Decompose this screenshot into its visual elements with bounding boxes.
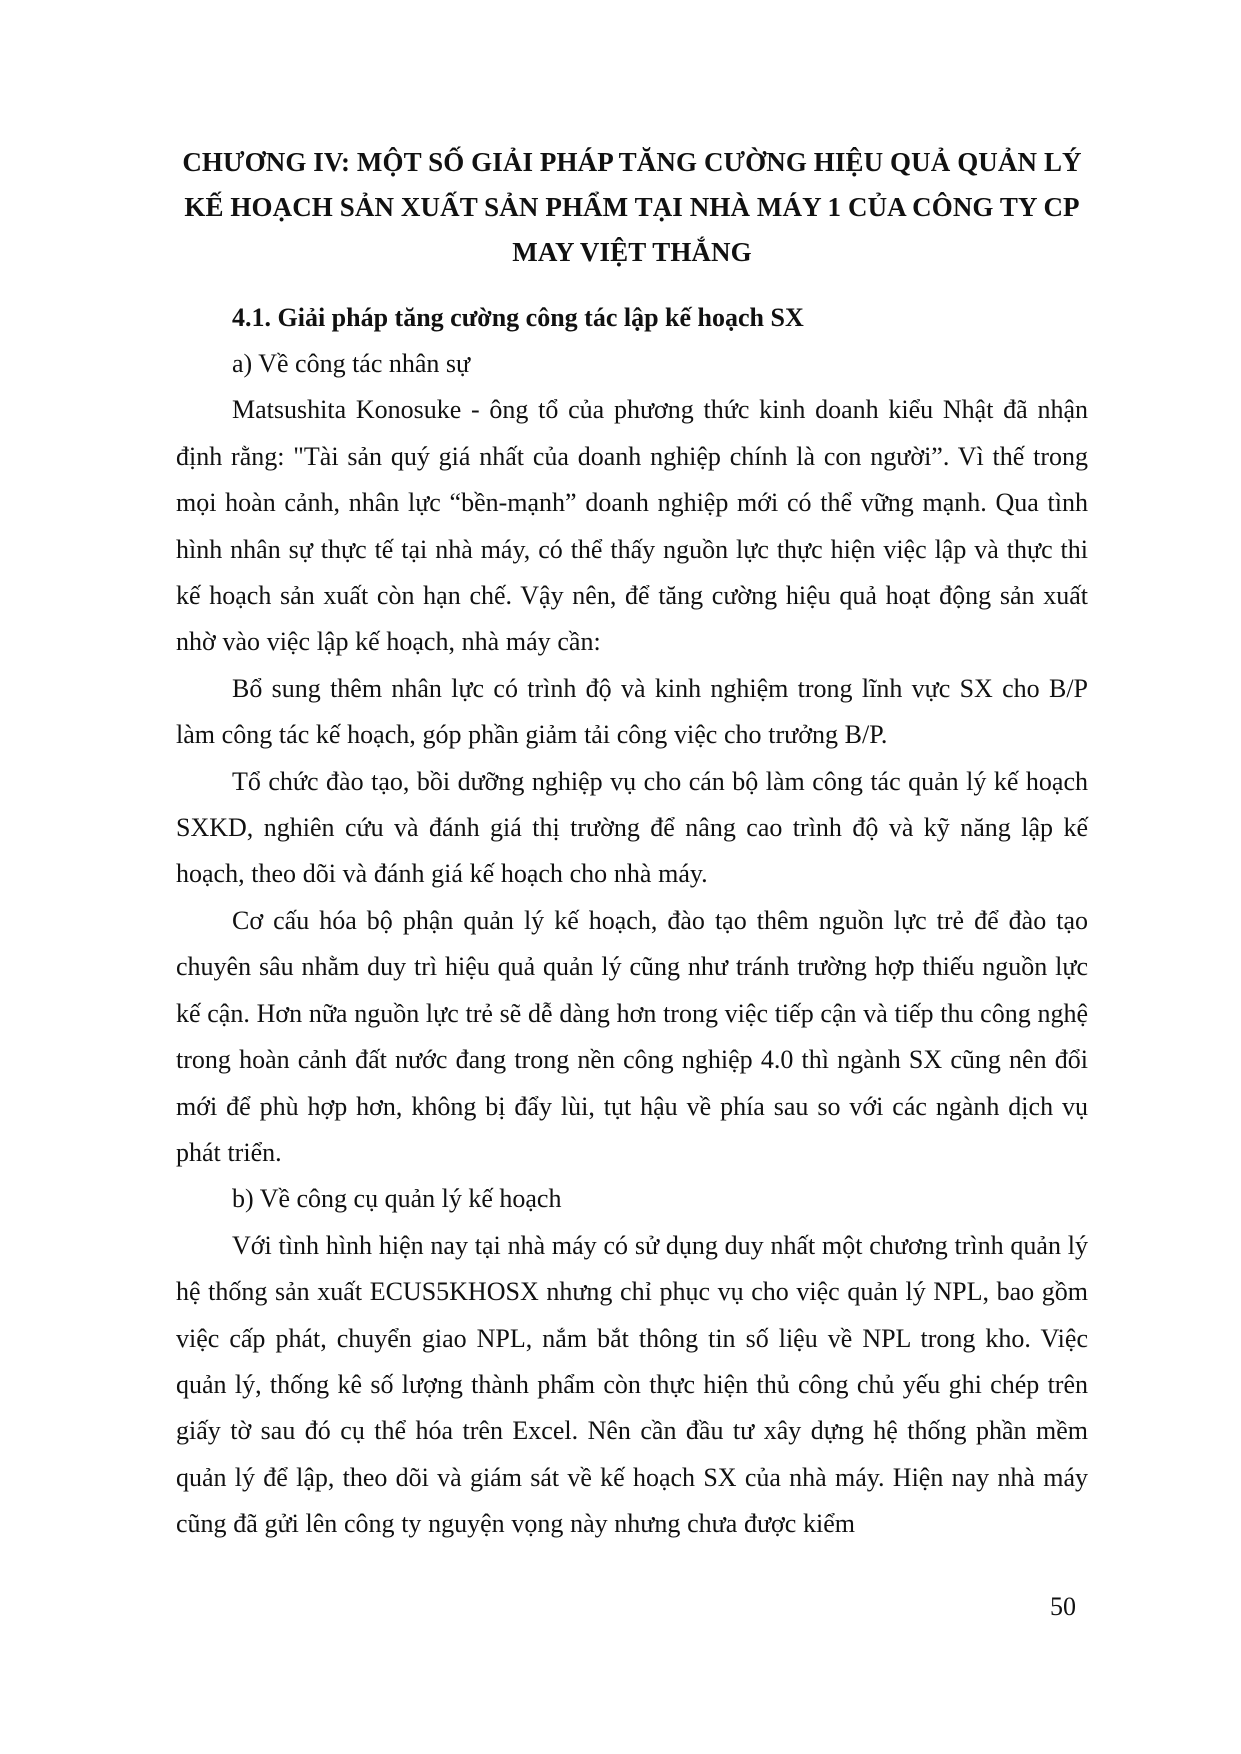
body-paragraph: Cơ cấu hóa bộ phận quản lý kế hoạch, đào tạo thêm nguồn lực trẻ để đào tạo chuyên sâu nhằm duy trì hiệu quả quản lý cũng như tránh trường hợp thiếu nguồn lực kế cận. Hơn nữa nguồn lực trẻ sẽ dễ dàng hơn trong việc tiếp cận và tiếp thu công nghệ trong hoàn cảnh đất nước đang trong nền công nghiệp 4.0 thì ngành SX cũng nên đổi mới để phù hợp hơn, không bị đẩy lùi, tụt hậu về phía sau so với các ngành dịch vụ phát triển.	[176, 905, 1088, 1167]
body-paragraph: Bổ sung thêm nhân lực có trình độ và kinh nghiệm trong lĩnh vực SX cho B/P làm công tác kế hoạch, góp phần giảm tải công việc cho trưởng B/P.	[176, 673, 1088, 750]
body-paragraph: Matsushita Konosuke - ông tổ của phương thức kinh doanh kiểu Nhật đã nhận định rằng: "Tài sản quý giá nhất của doanh nghiệp chính là con người”. Vì thế trong mọi hoàn cảnh, nhân lực “bền-mạnh” doanh nghiệp mới có thể vững mạnh. Qua tình hình nhân sự thực tế tại nhà máy, có thể thấy nguồn lực thực hiện việc lập và thực thi kế hoạch sản xuất còn hạn chế. Vậy nên, để tăng cường hiệu quả hoạt động sản xuất nhờ vào việc lập kế hoạch, nhà máy cần:	[176, 395, 1088, 657]
subsection-heading-b: b) Về công cụ quản lý kế hoạch	[232, 1184, 562, 1214]
chapter-title-line: CHƯƠNG IV: MỘT SỐ GIẢI PHÁP TĂNG CƯỜNG HIỆU QUẢ QUẢN LÝ	[182, 147, 1082, 177]
chapter-title	[176, 140, 1088, 275]
body-paragraph: Tổ chức đào tạo, bồi dưỡng nghiệp vụ cho cán bộ làm công tác quản lý kế hoạch SXKD, nghiên cứu và đánh giá thị trường để nâng cao trình độ và kỹ năng lập kế hoạch, theo dõi và đánh giá kế hoạch cho nhà máy.	[176, 766, 1088, 889]
chapter-title-line: MAY VIỆT THẮNG	[512, 237, 752, 267]
body-paragraph: Với tình hình hiện nay tại nhà máy có sử dụng duy nhất một chương trình quản lý hệ thống sản xuất ECUS5KHOSX nhưng chỉ phục vụ cho việc quản lý NPL, bao gồm việc cấp phát, chuyển giao NPL, nắm bắt thông tin số liệu về NPL trong kho. Việc quản lý, thống kê số lượng thành phẩm còn thực hiện thủ công chủ yếu ghi chép trên giấy tờ sau đó cụ thể hóa trên Excel. Nên cần đầu tư xây dựng hệ thống phần mềm quản lý để lập, theo dõi và giám sát về kế hoạch SX của nhà máy. Hiện nay nhà máy cũng đã gửi lên công ty nguyện vọng này nhưng chưa được kiểm	[176, 1230, 1088, 1539]
subsection-heading-a: a) Về công tác nhân sự	[232, 349, 471, 378]
chapter-title-line: KẾ HOẠCH SẢN XUẤT SẢN PHẨM TẠI NHÀ MÁY 1 CỦA CÔNG TY CP	[184, 192, 1080, 222]
section-heading: 4.1. Giải pháp tăng cường công tác lập kế hoạch SX	[232, 303, 804, 332]
page-number: 50	[1050, 1592, 1076, 1621]
document-page	[176, 140, 1088, 1548]
